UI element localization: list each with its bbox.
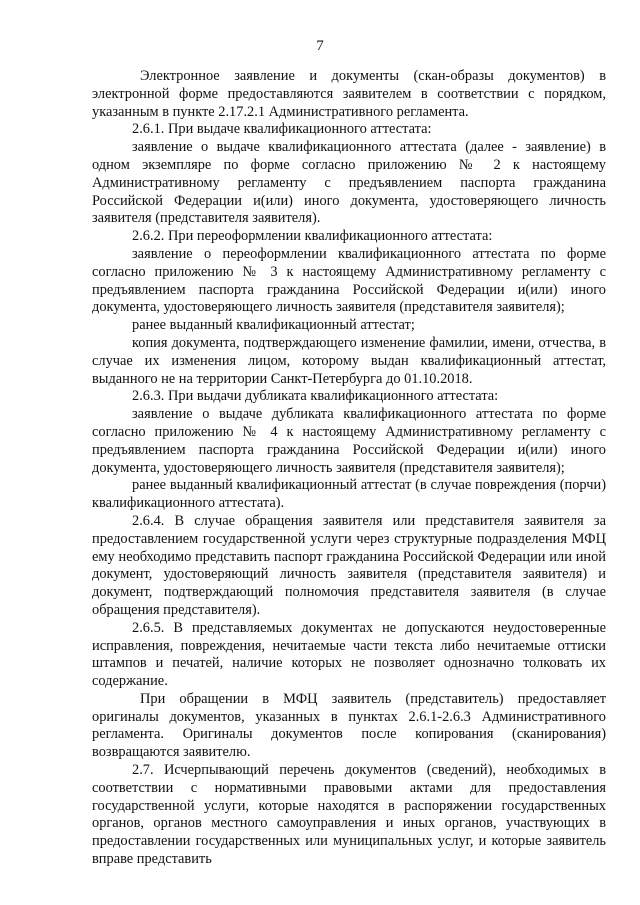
paragraph-2-6-2-name-change-copy: копия документа, подтверждающего изменение фамилии, имени, отчества, в случае их изменения лицом, которому выдан квалификационный аттестат, выданного не на территории Санкт-Петербурга до 01.10.2018. bbox=[92, 334, 606, 387]
paragraph-mfc-originals: При обращении в МФЦ заявитель (представитель) предоставляет оригиналы документов, указанных в пунктах 2.6.1-2.6.3 Административного регламента. Оригиналы документов после копирования (сканирования) возвращаются заявителю. bbox=[92, 690, 606, 761]
paragraph-2-6-2-application: заявление о переоформлении квалификационного аттестата по форме согласно приложению № 3 к настоящему Административному регламенту с предъявлением паспорта гражданина Российской Федерации и(или) иного документа, удостоверяющего личность заявителя (представителя заявителя); bbox=[92, 245, 606, 316]
paragraph-2-6-3-previous-certificate: ранее выданный квалификационный аттестат (в случае повреждения (порчи) квалификационного аттестата). bbox=[92, 477, 606, 512]
paragraph-2-6-4: 2.6.4. В случае обращения заявителя или представителя заявителя за предоставлением государственной услуги через структурные подразделения МФЦ ему необходимо представить паспорт гражданина Российской Федерации или иной документ, удостоверяющий личность заявителя (представителя заявителя) и документ, подтверждающий полномочия представителя заявителя (в случае обращения представителя). bbox=[92, 512, 606, 618]
paragraph-2-6-3-application: заявление о выдаче дубликата квалификационного аттестата по форме согласно приложению № 4 к настоящему Административному регламенту с предъявлением паспорта гражданина Российской Федерации и(или) иного документа, удостоверяющего личность заявителя (представителя заявителя); bbox=[92, 406, 606, 476]
paragraph-2-6-2-previous-certificate: ранее выданный квалификационный аттестат; bbox=[132, 317, 415, 334]
paragraph-2-6-2-heading: 2.6.2. При переоформлении квалификационного аттестата: bbox=[132, 228, 493, 245]
paragraph-2-6-5: 2.6.5. В представляемых документах не допускаются неудостоверенные исправления, повреждения, нечитаемые части текста либо нечитаемые оттиски штампов и печатей, наличие которых не позволяет однозначно толковать их содержание. bbox=[92, 619, 606, 690]
paragraph-electronic-submission: Электронное заявление и документы (скан-образы документов) в электронной форме предоставляются заявителем в соответствии с порядком, указанным в пункте 2.17.2.1 Административного регламента. bbox=[92, 68, 606, 120]
paragraph-2-6-1-heading: 2.6.1. При выдаче квалификационного аттестата: bbox=[132, 121, 432, 138]
paragraph-2-7: 2.7. Исчерпывающий перечень документов (сведений), необходимых в соответствии с нормативными правовыми актами для предоставления государственной услуги, которые находятся в распоряжении государственных органов, органов местного самоуправления и иных органов, участвующих в предоставлении государственных или муниципальных услуг, и которые заявитель вправе представить bbox=[92, 762, 606, 868]
paragraph-2-6-1-application: заявление о выдаче квалификационного аттестата (далее - заявление) в одном экземпляре по форме согласно приложению № 2 к настоящему Административному регламенту с предъявлением паспорта гражданина Российской Федерации и(или) иного документа, удостоверяющего личность заявителя (представителя заявителя). bbox=[92, 139, 606, 227]
page-number: 7 bbox=[316, 38, 324, 54]
paragraph-2-6-3-heading: 2.6.3. При выдачи дубликата квалификационного аттестата: bbox=[132, 388, 499, 405]
